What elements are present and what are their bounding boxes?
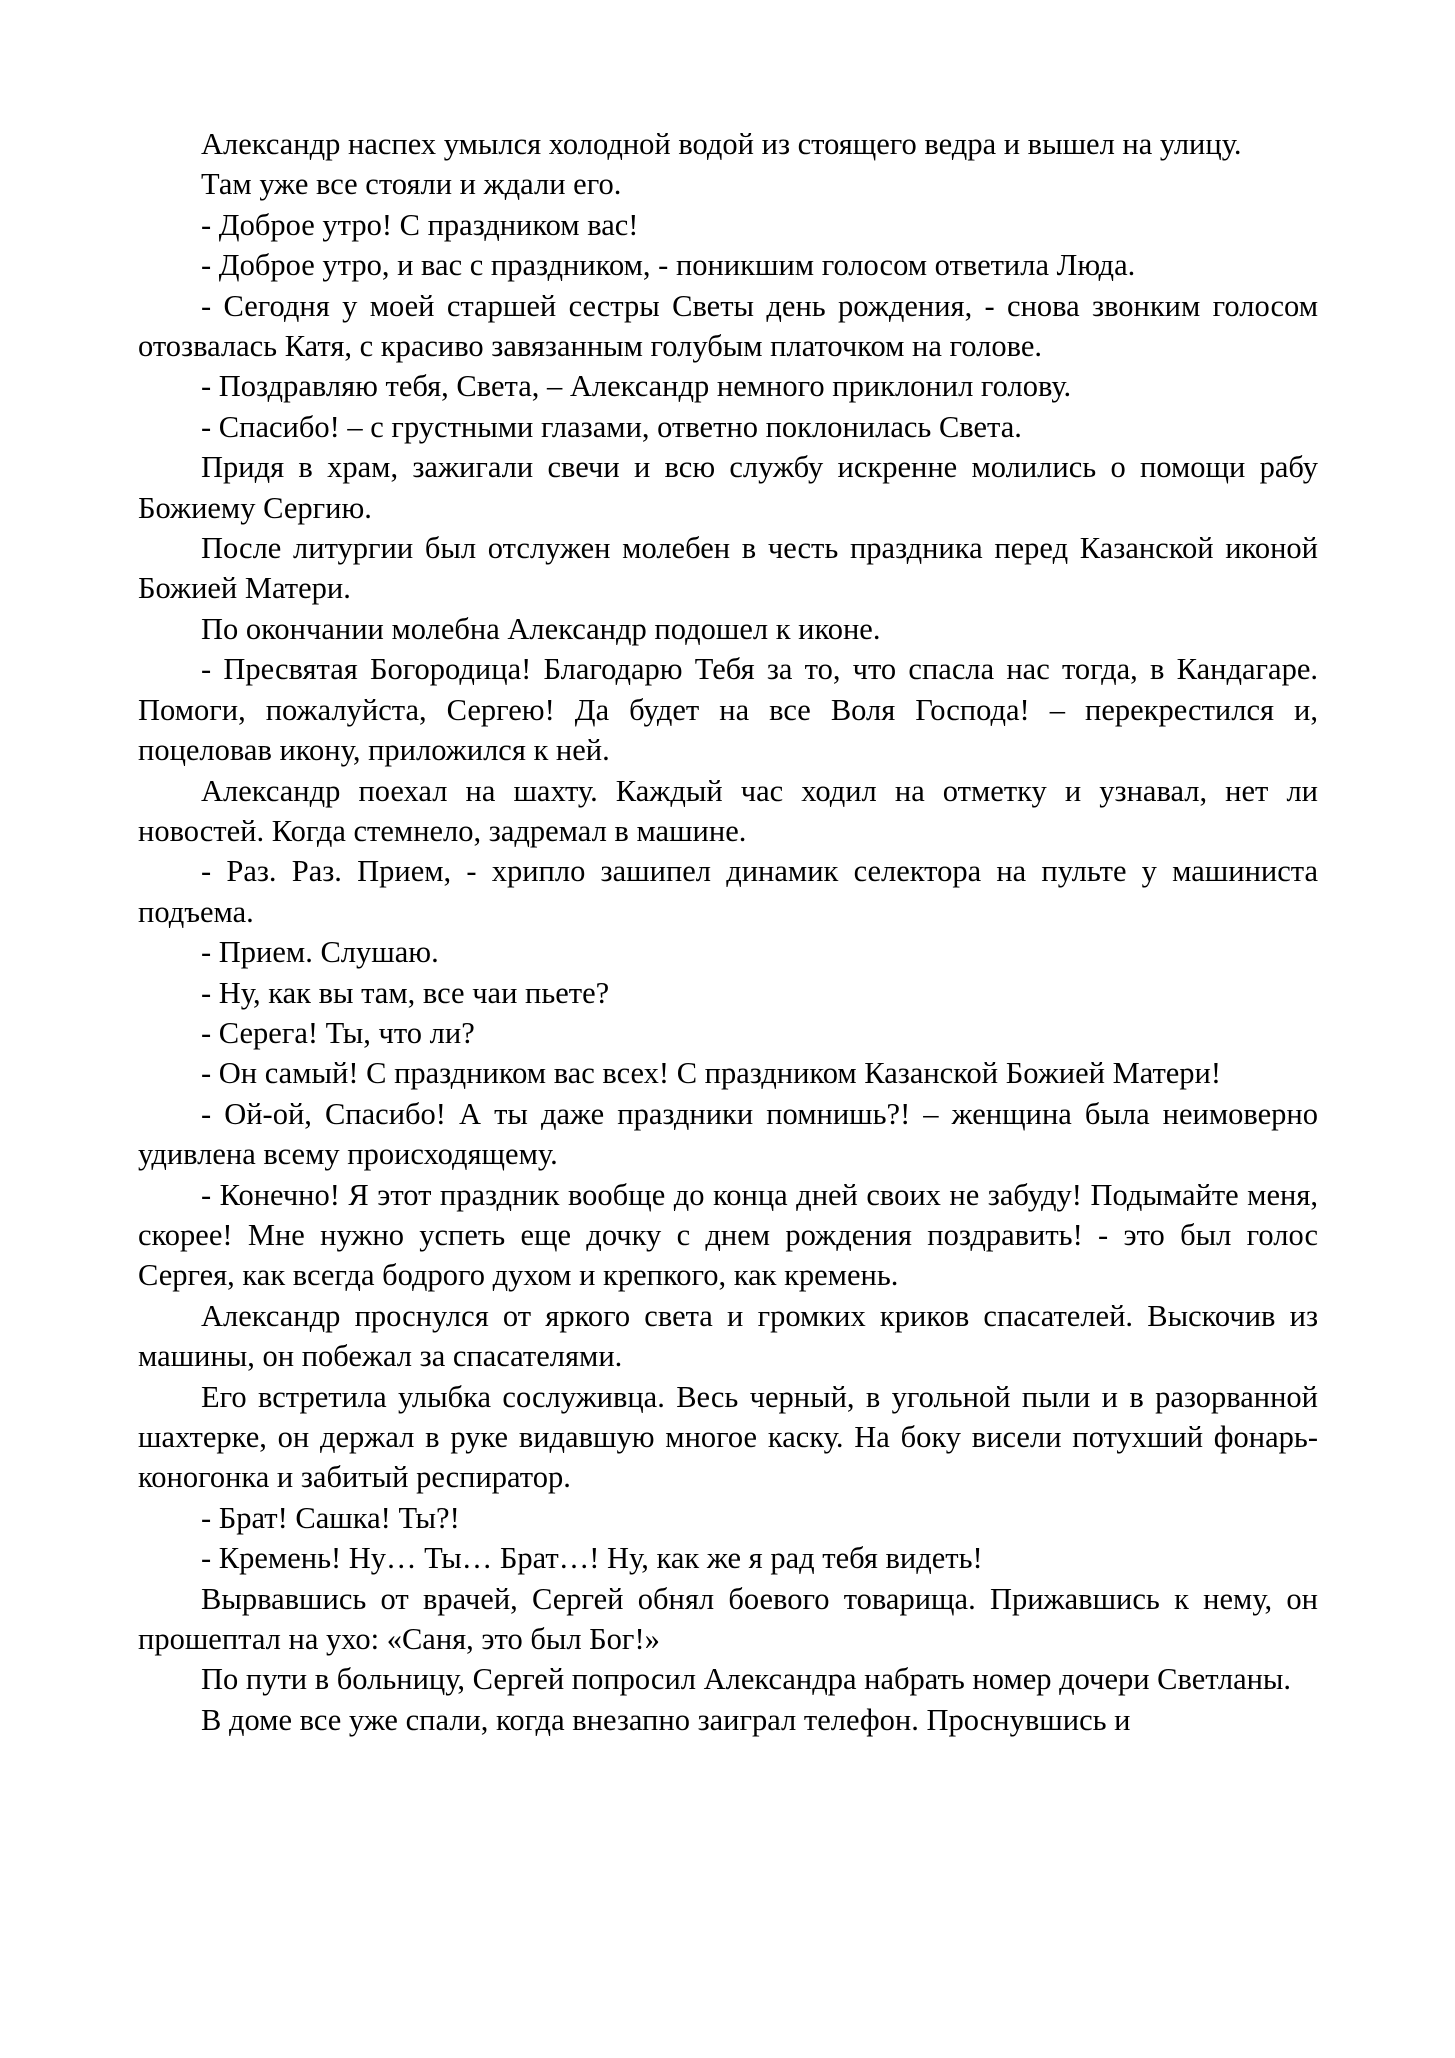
body-paragraph: В доме все уже спали, когда внезапно заиграл телефон. Проснувшись и [201, 1702, 1131, 1737]
body-paragraph: - Раз. Раз. Прием, - хрипло зашипел динамик селектора на пульте у машиниста подъема. [138, 854, 1318, 929]
body-text-column [138, 124, 1318, 1740]
body-paragraph: - Он самый! С праздником вас всех! С праздником Казанской Божией Матери! [201, 1056, 1222, 1091]
body-paragraph: По пути в больницу, Сергей попросил Александра набрать номер дочери Светланы. [201, 1662, 1292, 1697]
body-paragraph: Александр поехал на шахту. Каждый час ходил на отметку и узнавал, нет ли новостей. Когда стемнело, задремал в машине. [138, 773, 1318, 848]
body-paragraph: - Поздравляю тебя, Света, – Александр немного приклонил голову. [201, 369, 1072, 404]
body-paragraph: После литургии был отслужен молебен в честь праздника перед Казанской иконой Божией Матери. [138, 531, 1318, 606]
body-paragraph: Придя в храм, зажигали свечи и всю службу искренне молились о помощи рабу Божиему Сергию. [138, 450, 1318, 525]
body-paragraph: Александр проснулся от яркого света и громких криков спасателей. Выскочив из машины, он побежал за спасателями. [138, 1298, 1318, 1374]
body-paragraph: - Брат! Сашка! Ты?! [201, 1500, 460, 1535]
body-paragraph: Вырвавшись от врачей, Сергей обнял боевого товарища. Прижавшись к нему, он прошептал на ухо: «Саня, это был Бог!» [138, 1581, 1318, 1657]
body-paragraph: - Доброе утро! С праздником вас! [201, 207, 639, 242]
body-paragraph: Александр наспех умылся холодной водой из стоящего ведра и вышел на улицу. [201, 127, 1242, 161]
body-paragraph: - Пресвятая Богородица! Благодарю Тебя за то, что спасла нас тогда, в Кандагаре. Помоги, пожалуйста, Сергею! Да будет на все Воля Господа! – перекрестился и, поцеловав икону, приложился к ней. [138, 652, 1318, 768]
body-paragraph: - Ну, как вы там, все чаи пьете? [201, 975, 610, 1010]
body-paragraph: - Конечно! Я этот праздник вообще до конца дней своих не забуду! Подымайте меня, скорее! Мне нужно успеть еще дочку с днем рождения поздравить! - это был голос Сергея, как всегда бодрого духом и крепкого, как кремень. [138, 1177, 1318, 1293]
body-paragraph: - Кремень! Ну… Ты… Брат…! Ну, как же я рад тебя видеть! [201, 1541, 983, 1576]
body-paragraph: - Спасибо! – с грустными глазами, ответно поклонилась Света. [201, 409, 1022, 444]
body-paragraph: Его встретила улыбка сослуживца. Весь черный, в угольной пыли и в разорванной шахтерке, он держал в руке видавшую многое каску. На боку висели потухший фонарь-коногонка и забитый респиратор. [138, 1379, 1318, 1495]
body-paragraph: - Ой-ой, Спасибо! А ты даже праздники помнишь?! – женщина была неимоверно удивлена всему происходящему. [138, 1096, 1318, 1172]
body-paragraph: - Серега! Ты, что ли? [201, 1015, 475, 1050]
body-paragraph: Там уже все стояли и ждали его. [201, 167, 622, 202]
body-paragraph: - Сегодня у моей старшей сестры Светы день рождения, - снова звонким голосом отозвалась Катя, с красиво завязанным голубым платочком на голове. [138, 288, 1318, 364]
body-paragraph: - Прием. Слушаю. [201, 935, 439, 970]
body-paragraph: - Доброе утро, и вас с праздником, - поникшим голосом ответила Люда. [201, 248, 1136, 283]
body-paragraph: По окончании молебна Александр подошел к иконе. [201, 611, 881, 646]
